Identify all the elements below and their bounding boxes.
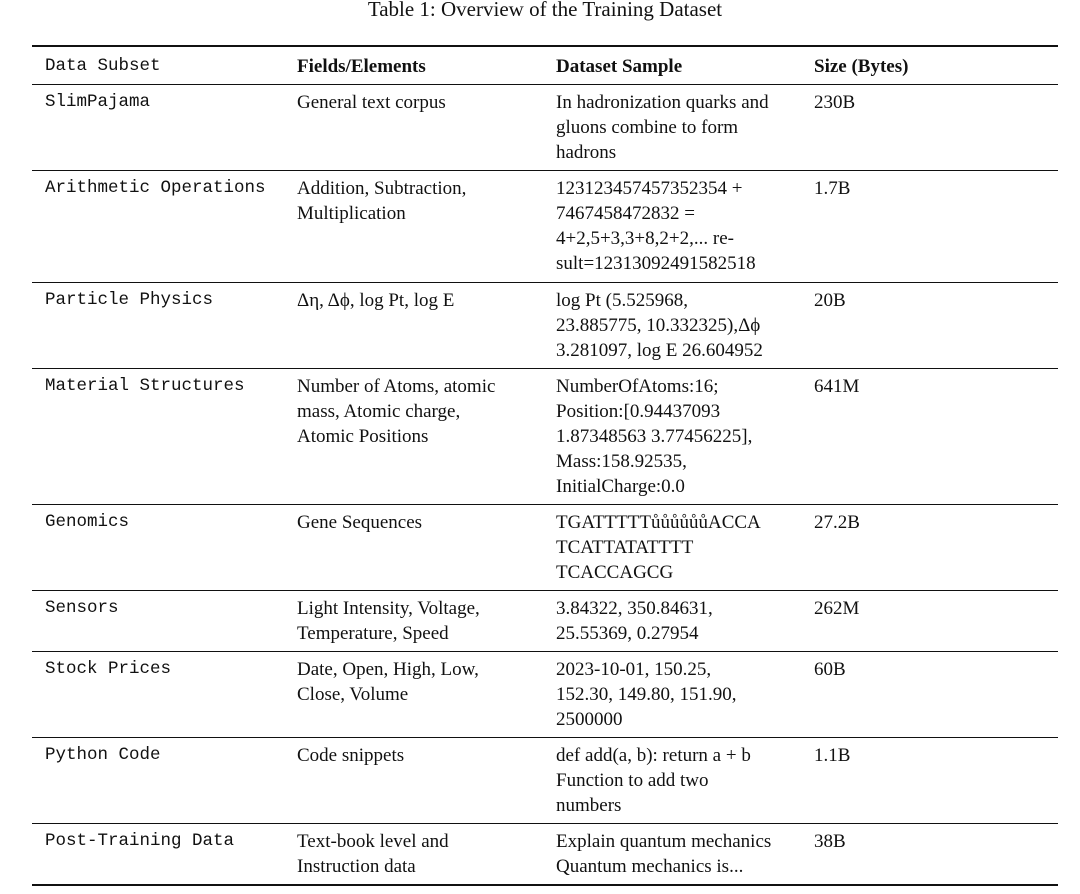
cell-data-subset: Stock Prices: [45, 659, 172, 679]
table-row: [32, 368, 1058, 504]
cell-size: 27.2B: [814, 512, 860, 533]
cell-fields-line: Instruction data: [297, 856, 416, 877]
cell-fields: [284, 374, 543, 504]
table-row: [32, 170, 1058, 282]
cell-data-subset: Sensors: [45, 598, 119, 618]
cell-data-subset: SlimPajama: [45, 92, 151, 112]
cell-sample-line: log Pt (5.525968,: [556, 290, 688, 311]
cell-sample-line: 123123457457352354 +: [556, 178, 743, 199]
header-sample: Dataset Sample: [556, 56, 683, 77]
cell-sample-line: Quantum mechanics is...: [556, 856, 744, 877]
cell-sample-line: 152.30, 149.80, 151.90,: [556, 684, 737, 705]
cell-data-subset: Post-Training Data: [45, 831, 235, 851]
cell-fields-line: Gene Sequences: [297, 512, 423, 533]
cell-sample-line: 2023-10-01, 150.25,: [556, 659, 712, 680]
cell-fields-line: Light Intensity, Voltage,: [297, 598, 480, 619]
cell-sample-line: 7467458472832 =: [556, 203, 695, 224]
table-row: [32, 504, 1058, 590]
cell-sample-line: Position:[0.94437093: [556, 401, 721, 422]
table-header-row: [32, 47, 1058, 84]
cell-size: 230B: [814, 92, 856, 113]
cell-sample-line: gluons combine to form: [556, 117, 739, 138]
cell-fields: [284, 176, 543, 282]
table-row: [32, 737, 1058, 823]
header-data-subset: Data Subset: [45, 56, 161, 76]
cell-data-subset: Python Code: [45, 745, 161, 765]
cell-sample-line: 25.55369, 0.27954: [556, 623, 699, 644]
cell-sample-line: In hadronization quarks and: [556, 92, 769, 113]
cell-data-subset: Particle Physics: [45, 290, 214, 310]
cell-fields: [284, 288, 543, 368]
cell-fields: [284, 743, 543, 823]
cell-fields-line: Code snippets: [297, 745, 405, 766]
cell-size: 60B: [814, 659, 846, 680]
header-fields: Fields/Elements: [297, 56, 426, 77]
dataset-table: [32, 45, 1058, 886]
cell-fields-line: Text-book level and: [297, 831, 449, 852]
cell-data-subset: Material Structures: [45, 376, 245, 396]
table-row: [32, 84, 1058, 170]
cell-size: 262M: [814, 598, 860, 619]
cell-sample: [543, 657, 801, 737]
cell-sample-line: 4+2,5+3,3+8,2+2,... re-: [556, 228, 734, 249]
cell-sample: [543, 288, 801, 368]
table-row: [32, 590, 1058, 651]
cell-sample-line: 2500000: [556, 709, 623, 730]
cell-sample-line: 3.281097, log E 26.604952: [556, 340, 763, 361]
cell-fields: [284, 510, 543, 590]
cell-sample-line: 3.84322, 350.84631,: [556, 598, 713, 619]
cell-fields-line: Atomic Positions: [297, 426, 429, 447]
cell-fields-line: mass, Atomic charge,: [297, 401, 461, 422]
cell-size: 38B: [814, 831, 846, 852]
cell-fields-line: General text corpus: [297, 92, 446, 113]
table-row: [32, 823, 1058, 884]
cell-sample-line: 1.87348563 3.77456225],: [556, 426, 753, 447]
cell-sample-line: NumberOfAtoms:16;: [556, 376, 719, 397]
cell-sample-line: InitialCharge:0.0: [556, 476, 685, 497]
cell-fields-line: Close, Volume: [297, 684, 409, 705]
cell-sample-line: 23.885775, 10.332325),Δϕ: [556, 315, 761, 336]
cell-fields-line: Number of Atoms, atomic: [297, 376, 496, 397]
cell-sample: [543, 90, 801, 170]
cell-sample-line: Function to add two: [556, 770, 709, 791]
cell-fields-line: Temperature, Speed: [297, 623, 449, 644]
cell-size: 1.1B: [814, 745, 851, 766]
cell-size: 20B: [814, 290, 846, 311]
cell-sample-line: TCACCAGCG: [556, 562, 674, 583]
cell-data-subset: Genomics: [45, 512, 130, 532]
cell-sample-line: numbers: [556, 795, 622, 816]
cell-fields-line: Date, Open, High, Low,: [297, 659, 479, 680]
cell-sample: [543, 743, 801, 823]
cell-sample-line: Mass:158.92535,: [556, 451, 687, 472]
cell-fields: [284, 596, 543, 651]
table-row: [32, 651, 1058, 737]
cell-sample-line: TGATTTTTůůůůůůACCA: [556, 512, 761, 533]
cell-fields-line: Δη, Δϕ, log Pt, log E: [297, 290, 455, 311]
cell-sample: [543, 596, 801, 651]
header-size: Size (Bytes): [814, 56, 909, 77]
cell-sample-line: hadrons: [556, 142, 617, 163]
cell-fields: [284, 90, 543, 170]
cell-fields-line: Addition, Subtraction,: [297, 178, 467, 199]
cell-sample-line: def add(a, b): return a + b: [556, 745, 751, 766]
cell-sample: [543, 829, 801, 884]
table-caption: Table 1: Overview of the Training Dataset: [367, 0, 723, 21]
cell-data-subset: Arithmetic Operations: [45, 178, 266, 198]
cell-sample-line: sult=12313092491582518: [556, 253, 756, 274]
cell-size: 641M: [814, 376, 860, 397]
cell-sample-line: Explain quantum mechanics: [556, 831, 772, 852]
cell-fields: [284, 829, 543, 884]
cell-sample-line: TCATTATATTTT: [556, 537, 694, 558]
cell-fields: [284, 657, 543, 737]
cell-sample: [543, 374, 801, 504]
table-row: [32, 282, 1058, 368]
cell-size: 1.7B: [814, 178, 851, 199]
cell-fields-line: Multiplication: [297, 203, 406, 224]
table-body: [32, 84, 1058, 884]
cell-sample: [543, 176, 801, 282]
cell-sample: [543, 510, 801, 590]
